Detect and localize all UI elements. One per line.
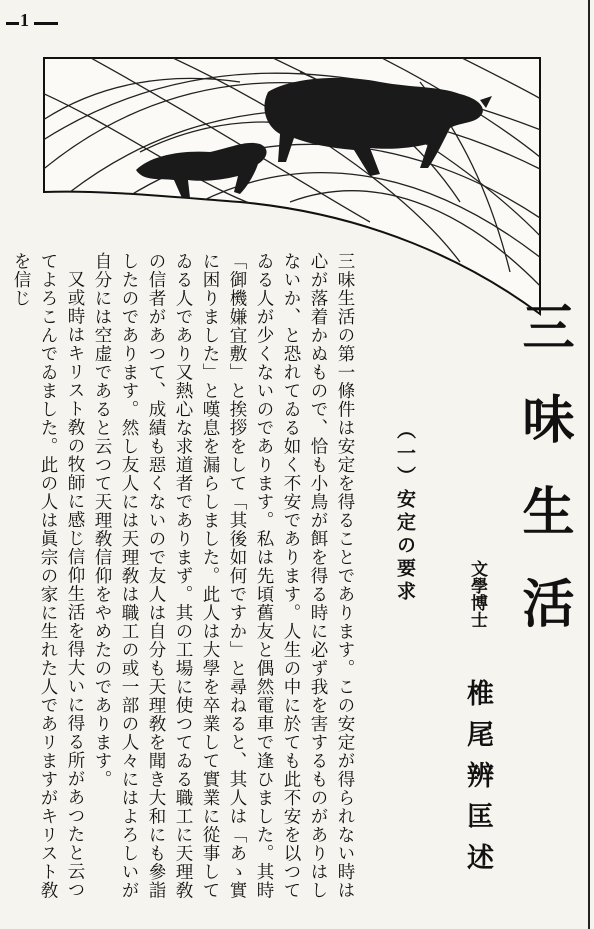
section-heading: （一）安定の要求 [394,420,416,604]
page-number: 1 [20,10,29,30]
article-title: 三味生活 [513,300,574,668]
body-paragraph: 三味生活の第一條件は安定を得ることであります。この安定が得られない時は心が落着かぬもので、恰も小鳥が餌を得る時に必ず我を害するものがありはしないか、と恐れてゐる如く不安であります。人生の中に於ても此不安を以つてゐる人が少くないのであります。私は先頃舊友と偶然電車で逢ひました。其時「御機嫌宜敷」と挨拶をして「其後如何ですか」と尋ねると、其人は「あゝ實に困りました」と嘆息を漏らしました。此人は大學を卒業して實業に從事してゐる人であり又熱心な求道者でありまず。其の工場に使つてゐる職工に天理敎の信者があつて、成績も惡くないので友人は自分も天理敎を聞き大和にも參詣したのであります。然し友人には天理敎は職工の或一部の人々にはよろしいが自分には空虚であると云つて天理敎信仰をやめたのであります。 [92,252,355,900]
page-number-rule-left [6,22,19,25]
author-name: 椎尾辨匡述 [462,679,493,884]
page-number-rule-right [34,22,58,25]
article-body [11,252,358,912]
author-byline [458,560,497,884]
page-edge [588,0,590,929]
author-degree: 文學博士 [467,560,487,628]
body-paragraph: 又或時はキリスト敎の牧師に感じ信仰生活を得大いに得る所があつたと云つてよろこんでゐました。此の人は眞宗の家に生れた人であリますがキリスト敎を信じ [11,252,85,900]
